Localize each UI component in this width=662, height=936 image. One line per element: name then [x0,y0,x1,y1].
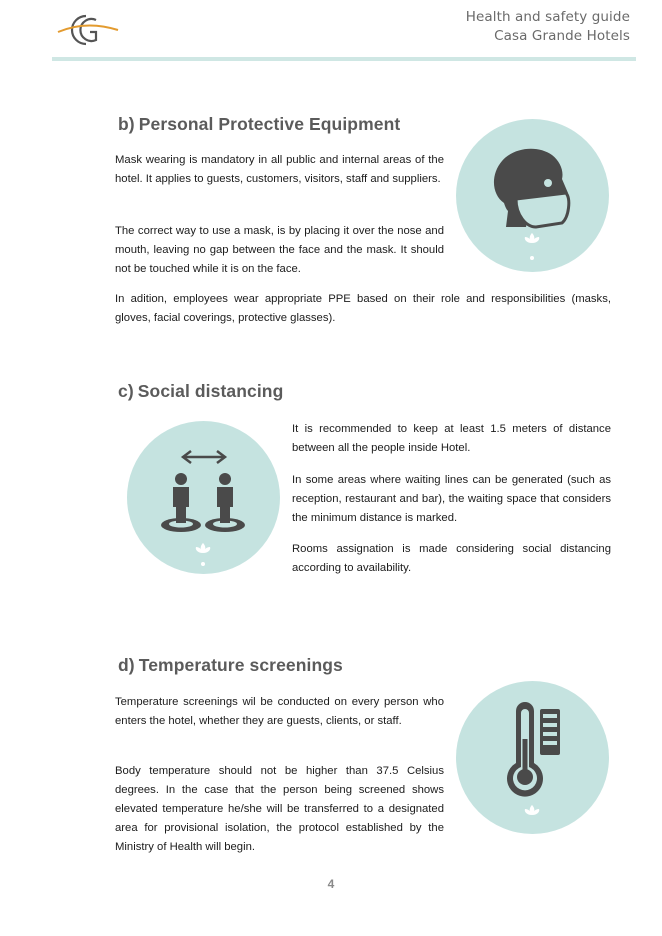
section-letter: d) [118,655,135,675]
paragraph: Temperature screenings wil be conducted on every person who enters the hotel, whether they are guests, clients, or staff. [115,696,444,727]
section-heading-ppe [118,114,400,135]
section-letter: b) [118,114,135,134]
thermometer-icon [456,681,609,834]
paragraph: Mask wearing is mandatory in all public and internal areas of the hotel. It applies to guests, customers, visitors, staff and suppliers. [115,154,444,185]
paragraph: In some areas where waiting lines can be generated (such as reception, restaurant and bar), the waiting space that considers the minimum distance is marked. [292,474,611,524]
section-letter: c) [118,381,134,401]
paragraph: In adition, employees wear appropriate PPE based on their role and responsibilities (masks, gloves, facial coverings, protective glasses). [115,293,611,324]
paragraph: The correct way to use a mask, is by placing it over the nose and mouth, leaving no gap between the face and the mask. It should not be touched while it is on the face. [115,225,444,275]
section-title: Social distancing [137,381,284,401]
cg-logo-icon [56,10,120,50]
company-name: Casa Grande Hotels [494,28,630,44]
section-title: Personal Protective Equipment [138,114,401,134]
face-mask-icon [456,119,609,272]
section-heading-distancing [118,381,283,402]
document-header [466,8,630,46]
header-divider [52,57,636,61]
paragraph: It is recommended to keep at least 1.5 meters of distance between all the people inside Hotel. [292,423,611,454]
document-title: Health and safety guide [465,9,630,25]
section-heading-temperature [118,655,343,676]
page-number: 4 [327,877,335,891]
paragraph: Body temperature should not be higher than 37.5 Celsius degrees. In the case that the person being screened shows elevated temperature he/she will be transferred to a designated area for provisional isolation, the protocol established by the Ministry of Health will begin. [115,765,444,853]
paragraph: Rooms assignation is made considering social distancing according to availability. [292,543,611,574]
section-title: Temperature screenings [138,655,343,675]
social-distance-icon [127,421,280,574]
